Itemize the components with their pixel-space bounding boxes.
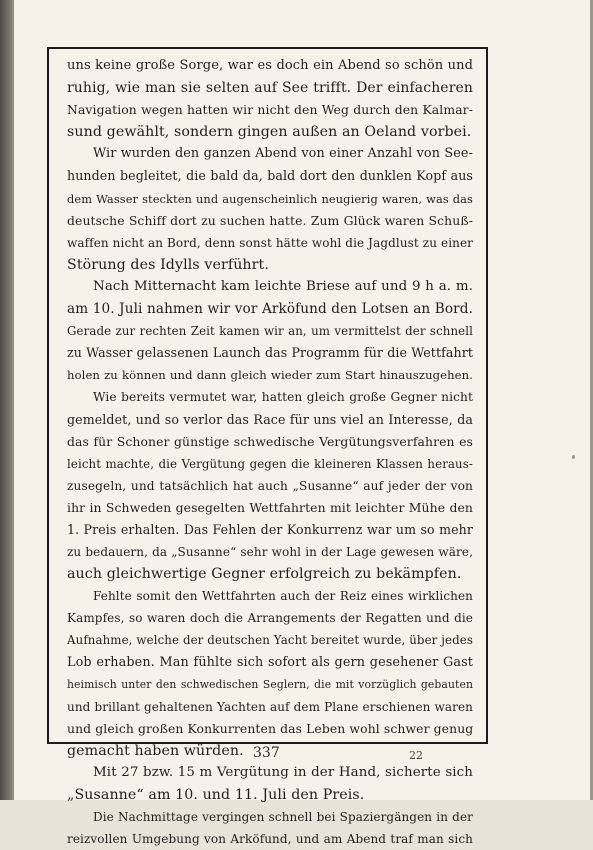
text-line: und gleich großen Konkurrenten das Leben wohl schwer genug: [67, 720, 474, 736]
text-line: das für Schoner günstige schwedische Vergütungsverfahren es: [67, 433, 473, 449]
text-line: gemeldet, und so verlor das Race für uns viel an Interesse, da: [67, 411, 473, 427]
text-line: gemacht haben würden.: [67, 742, 244, 759]
text-line: Navigation wegen hatten wir nicht den Weg durch den Kalmar-: [67, 102, 473, 118]
text-line: holen zu können und dann gleich wieder zum Start hinauszugehen.: [67, 368, 473, 383]
text-line: Wir wurden den ganzen Abend von einer Anzahl von See-: [93, 146, 473, 162]
text-line: ruhig, wie man sie selten auf See trifft. Der einfacheren: [67, 80, 473, 97]
text-line: waffen nicht an Bord, denn sonst hätte wohl die Jagdlust zu einer: [67, 235, 473, 250]
text-line: Störung des Idylls verführt.: [67, 256, 269, 273]
text-line: uns keine große Sorge, war es doch ein Abend so schön und: [67, 58, 473, 73]
page-number: 337: [253, 745, 280, 761]
text-line: hunden begleitet, die bald da, bald dort den dunklen Kopf aus: [67, 168, 473, 184]
text-line: zu Wasser gelassenen Launch das Programm für die Wettfahrt: [67, 345, 473, 361]
text-line: Kampfes, so waren doch die Arrangements der Regatten und die: [67, 611, 473, 626]
text-line: am 10. Juli nahmen wir vor Arköfund den Lotsen an Bord.: [67, 301, 473, 318]
text-line: Nach Mitternacht kam leichte Briese auf und 9 h a. m.: [93, 278, 473, 294]
text-line: auch gleichwertige Gegner erfolgreich zu bekämpfen.: [67, 566, 462, 583]
text-line: Die Nachmittage vergingen schnell bei Spaziergängen in der: [93, 810, 473, 825]
text-line: sund gewählt, sondern gingen außen an Oeland vorbei.: [67, 124, 472, 141]
text-line: ihr in Schweden gesegelten Wettfahrten mit leichter Mühe den: [67, 499, 473, 515]
text-line: und brillant gehaltenen Yachten auf dem Plane erschienen waren: [67, 699, 473, 714]
body-text: [67, 55, 473, 850]
text-line: Aufnahme, welche der deutschen Yacht bereitet wurde, über jedes: [67, 633, 473, 648]
text-line: heimisch unter den schwedischen Seglern, die mit vorzüglich gebauten: [67, 677, 473, 691]
paper-speck: [572, 455, 575, 459]
text-line: zu bedauern, da „Susanne“ sehr wohl in der Lage gewesen wäre,: [67, 545, 473, 560]
text-line: dem Wasser steckten und augenscheinlich neugierig waren, was das: [67, 191, 473, 206]
text-line: „Susanne“ am 10. und 11. Juli den Preis.: [67, 787, 365, 804]
text-line: Gerade zur rechten Zeit kamen wir an, um vermittelst der schnell: [67, 324, 473, 339]
text-line: 1. Preis erhalten. Das Fehlen der Konkurrenz war um so mehr: [67, 521, 473, 537]
text-line: Mit 27 bzw. 15 m Vergütung in der Hand, sicherte sich: [93, 765, 473, 780]
text-line: leicht machte, die Vergütung gegen die kleineren Klassen heraus-: [67, 456, 473, 471]
text-line: Lob erhaben. Man fühlte sich sofort als gern gesehener Gast: [67, 654, 473, 670]
signature-mark: 22: [409, 749, 423, 762]
text-line: Wie bereits vermutet war, hatten gleich große Gegner nicht: [93, 390, 473, 405]
text-line: reizvollen Umgebung von Arköfund, und am Abend traf man sich: [67, 832, 473, 847]
text-line: Fehlte somit den Wettfahrten auch der Reiz eines wirklichen: [93, 589, 473, 604]
text-line: zusegeln, und tatsächlich hat auch „Susanne“ auf jeder der von: [67, 478, 473, 493]
text-line: deutsche Schiff dort zu suchen hatte. Zum Glück waren Schuß-: [67, 212, 473, 228]
